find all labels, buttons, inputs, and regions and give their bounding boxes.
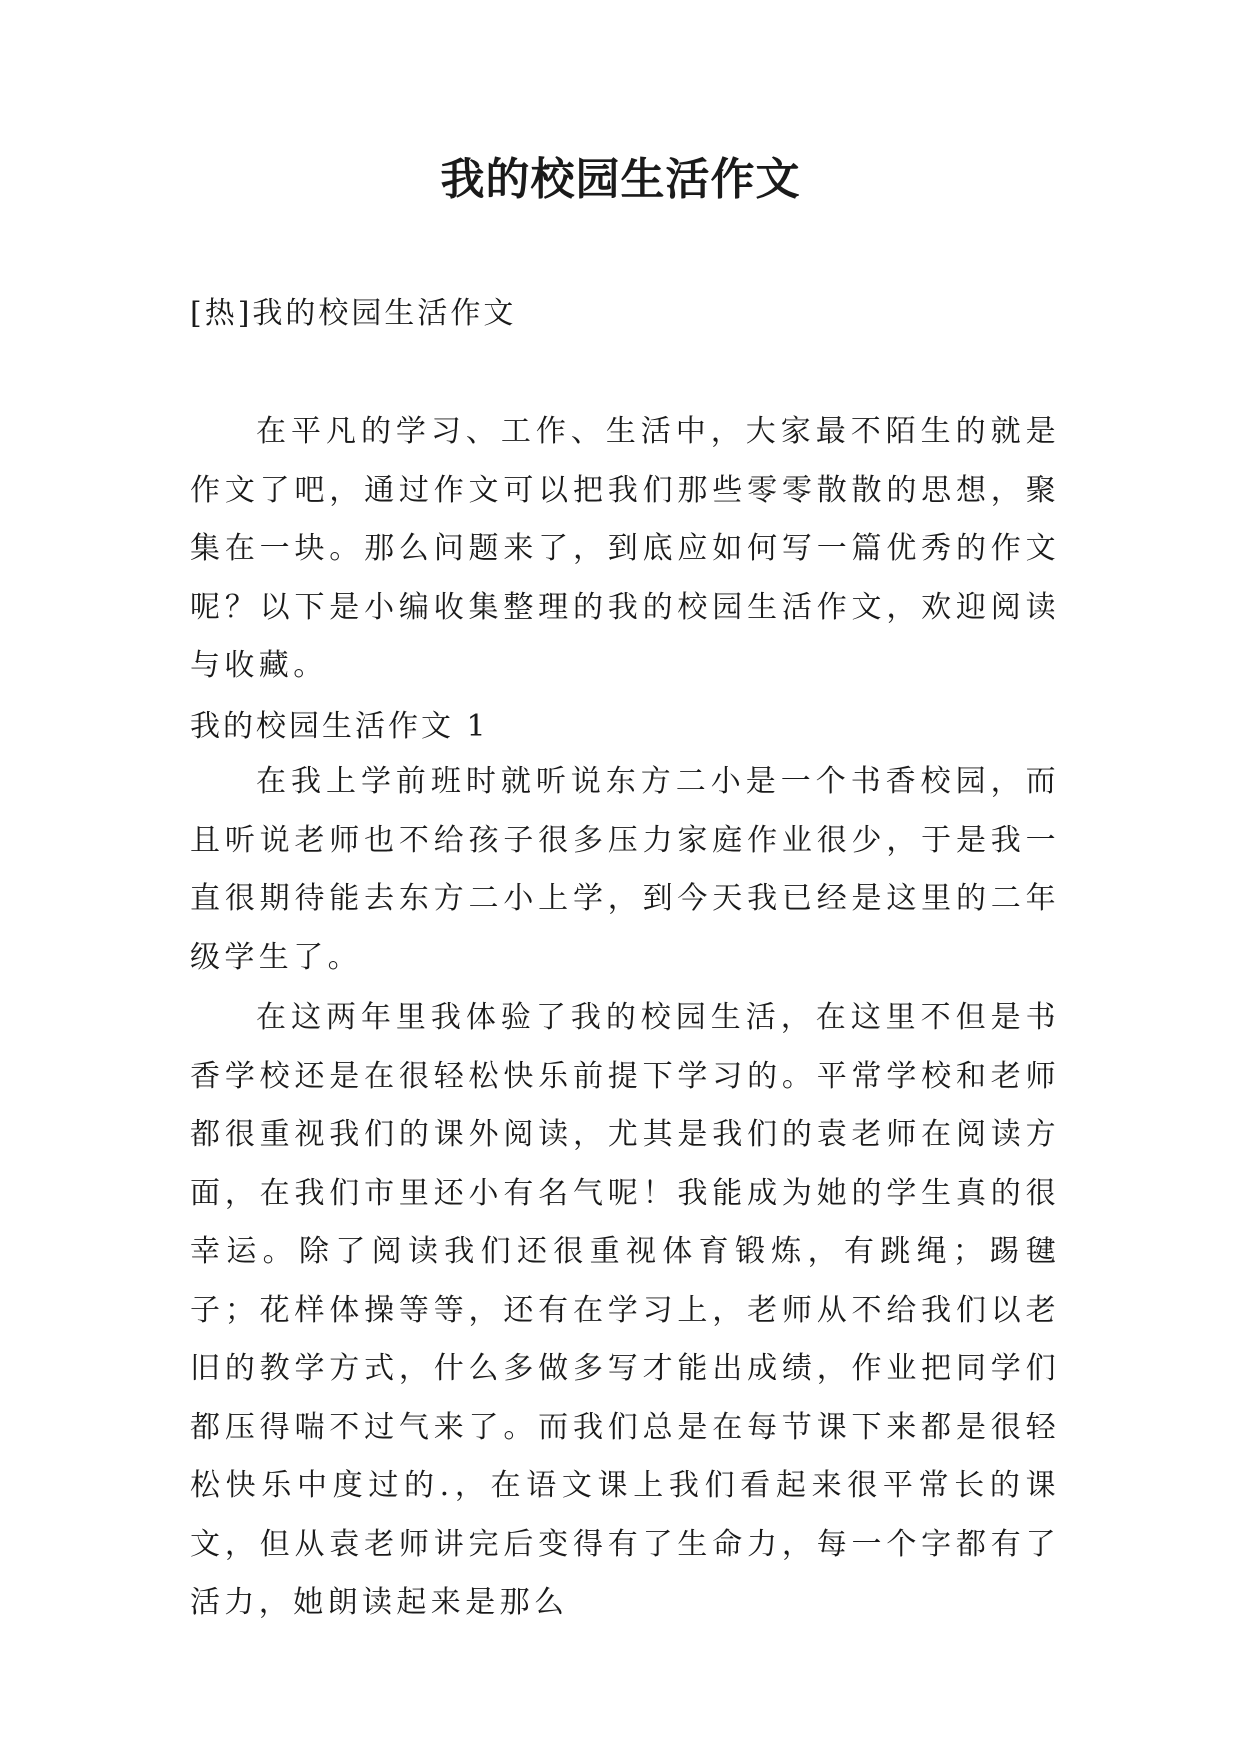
document-subtitle: [热]我的校园生活作文	[190, 296, 517, 331]
body-paragraph-1: 在我上学前班时就听说东方二小是一个书香校园，而且听说老师也不给孩子很多压力家庭作业很少，于是我一直很期待能去东方二小上学，到今天我已经是这里的二年级学生了。	[190, 764, 1060, 975]
intro-paragraph: 在平凡的学习、工作、生活中，大家最不陌生的就是作文了吧，通过作文可以把我们那些零零散散的思想，聚集在一块。那么问题来了，到底应如何写一篇优秀的作文呢？以下是小编收集整理的我的校园生活作文，欢迎阅读与收藏。	[190, 414, 1060, 683]
page-title: 我的校园生活作文	[440, 154, 801, 205]
section-heading: 我的校园生活作文 1	[190, 709, 489, 744]
body-paragraph-2: 在这两年里我体验了我的校园生活，在这里不但是书香学校还是在很轻松快乐前提下学习的。平常学校和老师都很重视我们的课外阅读，尤其是我们的袁老师在阅读方面，在我们市里还小有名气呢！我能成为她的学生真的很幸运。除了阅读我们还很重视体育锻炼，有跳绳；踢毽子；花样体操等等，还有在学习上，老师从不给我们以老旧的教学方式，什么多做多写才能出成绩，作业把同学们都压得喘不过气来了。而我们总是在每节课下来都是很轻松快乐中度过的.，在语文课上我们看起来很平常长的课文，但从袁老师讲完后变得有了生命力，每一个字都有了活力，她朗读起来是那么	[190, 1000, 1060, 1620]
